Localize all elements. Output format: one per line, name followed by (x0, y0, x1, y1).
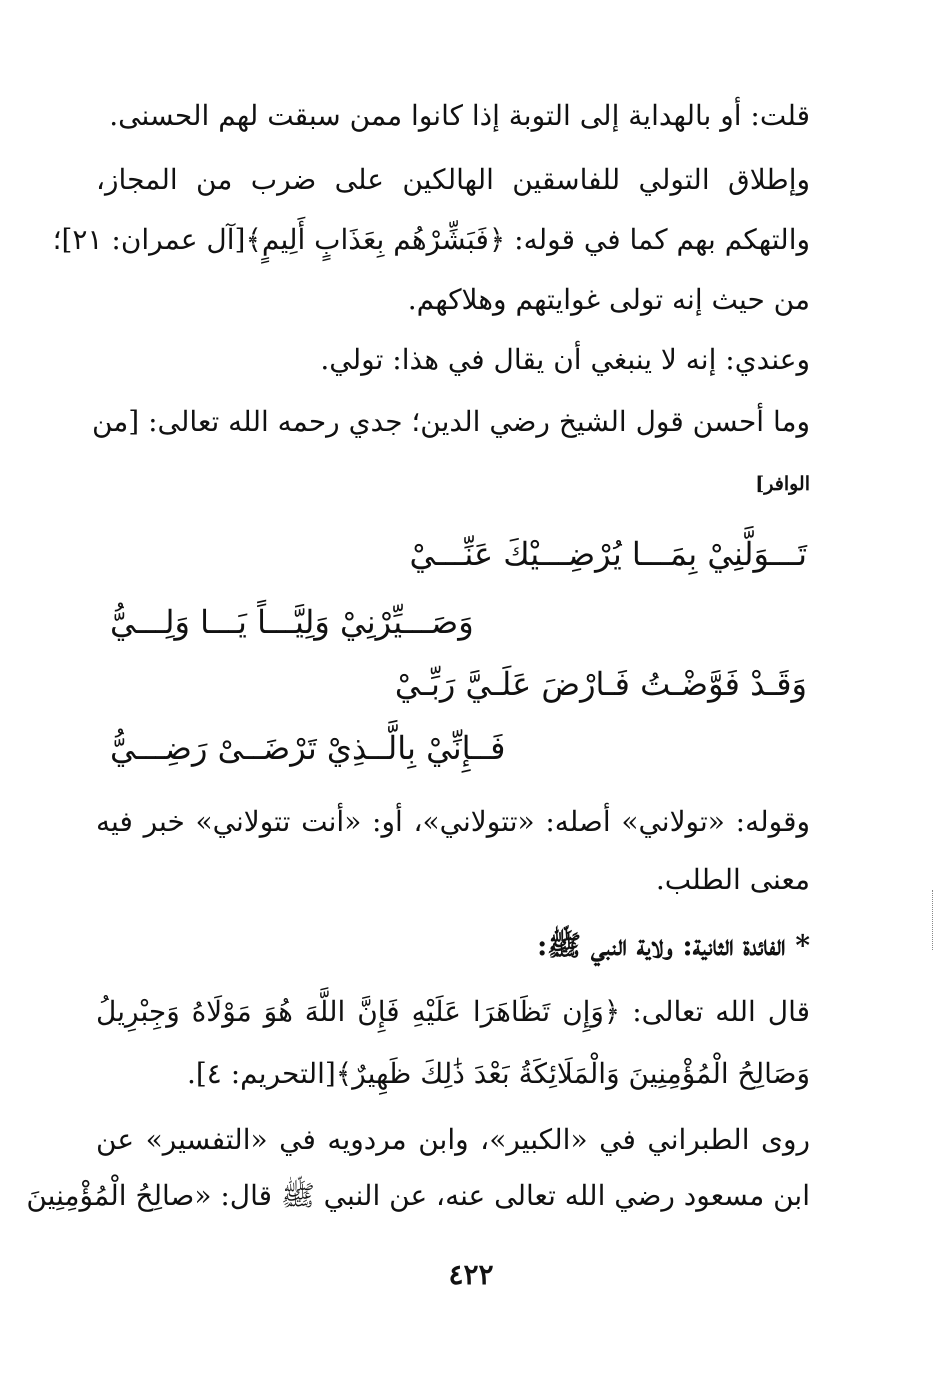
text-line: وما أحسن قول الشيخ رضي الدين؛ جدي رحمه الله تعالى: [من (91, 405, 810, 438)
text-line: وعندي: إنه لا ينبغي أن يقال في هذا: تولي. (320, 343, 810, 376)
text-line: قال الله تعالى: ﴿وَإِن تَظَاهَرَا عَلَيْهِ فَإِنَّ اللَّهَ هُوَ مَوْلَاهُ وَجِبْرِيلُ (96, 995, 810, 1028)
verse-hemistich: تَـــوَلَّنِيْ بِمَـــا يُرْضِـــيْكَ عَنِّـــيْ (409, 535, 807, 573)
text-line: من حيث إنه تولى غوايتهم وهلاكهم. (407, 283, 810, 316)
section-heading: * الفائدة الثانية: ولاية النبي ﷺ: (536, 929, 810, 962)
page-edge-mark (932, 890, 935, 950)
text-line: وَصَالِحُ الْمُؤْمِنِينَ وَالْمَلَائِكَةُ بَعْدَ ذَٰلِكَ ظَهِيرٌ﴾[التحريم: ٤]. (186, 1057, 810, 1090)
text-line: وإطلاق التولي للفاسقين الهالكين على ضرب من المجاز، (96, 163, 810, 196)
text-line: ابن مسعود رضي الله تعالى عنه، عن النبي ﷺ قال: «صالِحُ الْمُؤْمِنِينَ (26, 1179, 810, 1212)
meter-label: الوافر] (755, 473, 810, 495)
verse-hemistich: وَقَـدْ فَوَّضْـتُ فَـارْضَ عَلَـيَّ رَبِّـيْ (394, 665, 807, 703)
text-line: وقوله: «تولاني» أصله: «تتولاني»، أو: «أنت تتولاني» خبر فيه (96, 805, 810, 838)
verse-hemistich: فَــإِنِّيْ بِالَّــذِيْ تَرْضَــىْ رَضِـــيُّ (110, 729, 506, 767)
text-line: والتهكم بهم كما في قوله: ﴿فَبَشِّرْهُم بِعَذَابٍ أَلِيمٍ﴾[آل عمران: ٢١]؛ (52, 223, 810, 256)
text-line: روى الطبراني في «الكبير»، وابن مردويه في «التفسير» عن (96, 1123, 810, 1156)
page-number: ٤٢٢ (448, 1258, 494, 1291)
verse-hemistich: وَصَـــيِّرْنِيْ وَلِيَّـــاً يَـــا وَلِـــيُّ (110, 603, 474, 641)
text-line: قلت: أو بالهداية إلى التوبة إذا كانوا ممن سبقت لهم الحسنى. (109, 99, 810, 132)
text-line: معنى الطلب. (655, 863, 810, 896)
